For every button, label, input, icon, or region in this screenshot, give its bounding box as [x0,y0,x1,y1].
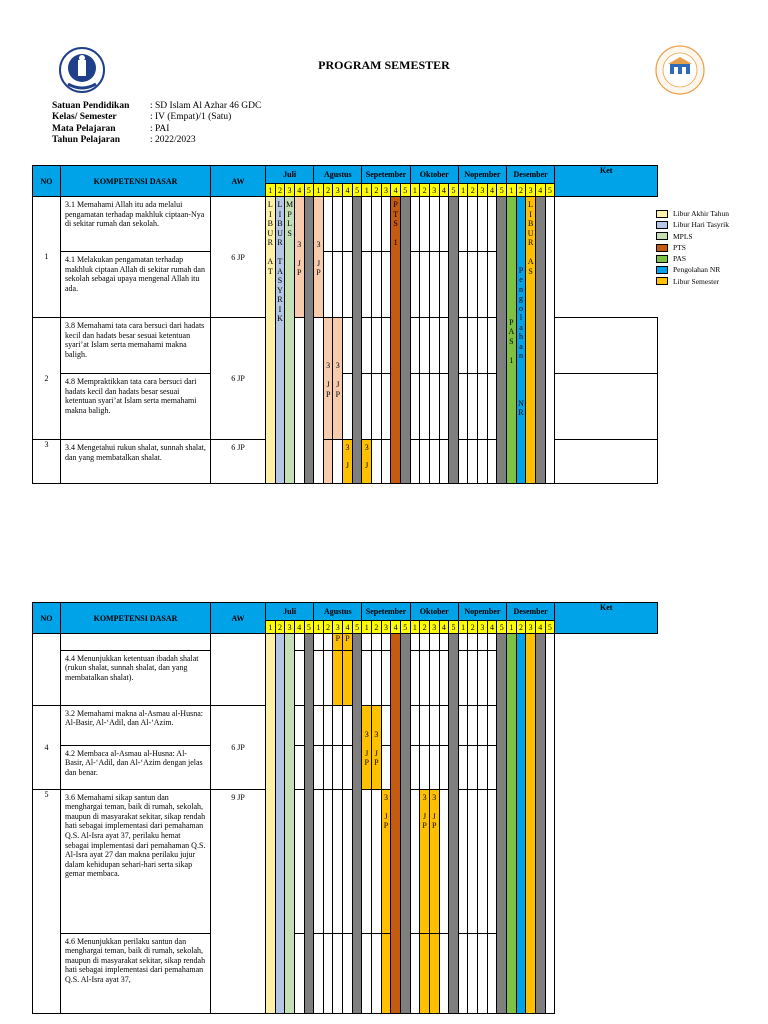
vertical-letter: S [393,219,398,228]
gray-week-cell [304,197,314,484]
week-number: 5 [497,621,507,634]
week-number: 3 [526,184,536,197]
week-number: 4 [535,184,545,197]
legend-label: Pengolahan NR [673,265,721,275]
jp-cell [323,318,333,440]
kd-text: 3.2 Memahami makna al-Asmau al-Husna: Al-Basir, Al-‘Adil, dan Al-‘Azim. [61,705,211,745]
kd-text [61,634,211,651]
header-month: Desember [507,603,555,621]
week-number: 4 [535,621,545,634]
header-month: Sepetember [362,166,410,184]
vertical-letter: 3 [364,729,369,739]
jp-cell [420,789,430,933]
legend-item [656,242,729,253]
vertical-letter [266,248,275,258]
week-number: 5 [497,184,507,197]
vertical-letter: J [326,380,330,389]
vertical-letter: l [519,313,523,322]
vertical-letter: U [267,228,274,238]
week-number: 1 [266,184,276,197]
row-aw: 6 JP [211,440,266,484]
week-number: 2 [323,184,333,197]
week-number: 5 [352,621,362,634]
vertical-letter: L [267,200,273,209]
header-month: Nopember [458,603,506,621]
vertical-letter: K [277,314,283,323]
vertical-letter: P [364,758,369,768]
week-number: 2 [275,621,285,634]
legend-item [656,264,729,275]
header-month: Agustus [314,603,362,621]
jp-cell [362,440,372,484]
vertical-letter: 3 [316,239,321,249]
week-number: 5 [304,184,314,197]
vertical-letter: R [518,408,524,417]
info-label: Satuan Pendidikan [52,101,130,111]
vertical-letter: 3 [422,792,427,802]
info-label: Mata Pelajaran [52,123,116,134]
kd-text: 3.6 Memahami sikap santun dan menghargai teman, baik di rumah, sekolah, maupun di masyarakat sekitar, sikap rendah hati sebagai implementasi dari pemahaman Q.S. Al-Isra ayat 37, perilaku hemat sebagai implementasi dari pemahaman Q.S. Al-Isra ayat 27 dan makna perilaku jujur dalam kehidupan sehari-hari serta sikap gemar membaca. [61,789,211,933]
kd-text: 3.8 Memahami tata cara bersuci dari hadats kecil dan hadats besar sesuai ketentuan syari’at Islam serta memahami makna baligh. [61,318,211,374]
header-month: Sepetember [362,603,410,621]
week-number: 4 [439,621,449,634]
vertical-letter: I [268,209,272,219]
vertical-letter: P [518,265,524,275]
kd-text: 3.4 Mengetahui rukun shalat, sunnah shalat, dan yang membatalkan shalat. [61,440,211,484]
vertical-letter [517,361,526,371]
pts-cell [391,197,401,484]
jp-cell [343,440,353,484]
vertical-letter [362,739,371,749]
vertical-letter: J [297,258,301,268]
header-no: NO [33,166,61,197]
vertical-letter: P [383,821,389,831]
row-number: 4 [33,705,61,789]
jp-cell [294,197,304,318]
vertical-letter: R [527,238,534,247]
week-number: 4 [294,184,304,197]
vertical-letter [324,371,333,381]
vertical-letter: P [297,268,302,277]
vertical-letter: J [384,811,388,821]
vertical-letter: P [431,821,437,831]
legend-label: Libur Akhir Tahun [673,209,729,218]
vertical-letter [507,346,516,356]
vertical-letter [295,249,304,259]
week-number: 2 [468,184,478,197]
vertical-letter: M [286,200,294,209]
vertical-letter [333,371,342,381]
week-number: 1 [266,621,276,634]
libur-akhir-tahun-cell [266,197,276,484]
legend-swatch [656,266,668,274]
legend-swatch [656,210,668,218]
week-number: 4 [391,184,401,197]
vertical-letter: A [527,257,534,266]
ket-cell [545,634,555,1014]
week-number: 1 [362,184,372,197]
legend-label: Libur Semester [673,276,720,286]
header-aw: AW [211,603,266,634]
info-label: Tahun Pelajaran [52,135,121,146]
vertical-letter: U [277,228,283,238]
vertical-letter: 3 [335,361,340,370]
vertical-letter: P [325,389,331,399]
week-number: 5 [352,184,362,197]
week-number: 5 [449,184,459,197]
kd-text: 4.2 Membaca al-Asmau al-Husna: Al- Basir, Al-‘Adil, dan Al-‘Azim dengan jelas dan benar. [61,745,211,789]
vertical-letter: Y [277,285,283,295]
vertical-letter: B [277,219,283,228]
week-number: 4 [343,621,353,634]
vertical-letter: P [316,268,321,277]
jp-text: J [345,460,349,470]
vertical-letter: S [509,336,514,346]
legend-label: MPLS [673,231,693,241]
header-kompetensi-dasar: KOMPETENSI DASAR [61,603,211,634]
week-number: 2 [275,184,285,197]
info-value: : PAI [150,123,170,134]
legend-item [656,219,729,230]
legend-item [656,231,729,242]
legend-label: PAS [673,254,687,264]
jp-text: 3 [345,443,350,452]
vertical-letter: N [518,398,524,408]
week-number: 5 [545,621,555,634]
week-number: 1 [458,184,468,197]
program-table-1 [32,165,658,484]
vertical-letter [517,370,526,380]
header-month: Juli [266,603,314,621]
libur-tasyrik-cell [275,197,285,484]
vertical-letter: o [518,303,523,313]
vertical-letter [420,802,429,812]
vertical-letter: e [519,275,523,284]
gray-week-cell [449,197,459,484]
mpls-cell [285,197,295,484]
info-value: : SD Islam Al Azhar 46 GDC [150,101,262,111]
week-number: 4 [343,184,353,197]
week-number: 3 [285,184,295,197]
jp-text: J [365,460,369,470]
week-number: 3 [333,184,343,197]
vertical-letter: a [519,322,523,332]
header-aw: AW [211,166,266,197]
header-ket: Ket [555,603,658,634]
week-number: 3 [333,621,343,634]
week-number: 2 [323,621,333,634]
program-table-2 [32,602,658,1014]
vertical-letter: J [423,811,427,821]
vertical-letter [526,248,535,258]
row-aw: 9 JP [211,789,266,1013]
header-month: Desember [507,166,555,184]
week-number: 1 [314,184,324,197]
vertical-letter: T [277,257,283,266]
week-number: 3 [429,184,439,197]
week-number: 2 [468,621,478,634]
vertical-letter: P [393,200,398,209]
vertical-letter: T [267,266,273,276]
vertical-letter [517,380,526,390]
week-number: 3 [429,621,439,634]
vertical-letter: n [518,351,523,360]
vertical-letter: a [519,341,523,351]
week-number: 5 [304,621,314,634]
ket-cell [545,197,555,484]
vertical-letter [372,739,381,749]
vertical-letter: g [518,294,523,303]
legend-item [656,208,729,219]
week-number: 3 [478,184,488,197]
week-number: 2 [516,184,526,197]
vertical-letter: S [528,266,533,276]
vertical-letter: J [365,748,369,758]
vertical-letter [391,229,400,239]
vertical-letter: U [527,228,534,238]
info-label: Kelas/ Semester [52,112,117,123]
vertical-letter: J [316,258,321,268]
jp-text: 3 [364,443,369,452]
row-aw: 6 JP [211,705,266,789]
week-number: 1 [458,621,468,634]
vertical-letter: B [527,219,534,228]
jp-cell [333,318,343,440]
jp-text: P [345,634,350,643]
jp-text: P [335,634,341,643]
kd-text: 3.1 Memahami Allah itu ada melalui pengamatan terhadap makhluk ciptaan-Nya di sekitar rumah dan sekolah. [61,197,211,252]
jp-cell [372,705,382,789]
vertical-letter: 3 [432,792,437,802]
header-no: NO [33,603,61,634]
week-number: 3 [478,621,488,634]
gray-week-cell [400,197,410,484]
week-number: 2 [420,184,430,197]
row-number: 1 [33,197,61,318]
kd-text: 4.6 Menunjukkan perilaku santun dan menghargai teman, baik di rumah, sekolah, maupun di masyarakat sekitar, sikap rendah hati sebagai implementasi dari pemahaman Q.S. Al-Isra ayat 37, [61,933,211,1013]
vertical-letter: P [509,317,514,327]
vertical-letter: L [287,219,293,228]
legend-item [656,253,729,264]
legend-swatch [656,277,668,285]
header-month: Oktober [410,166,458,184]
legend-label: PTS [673,242,686,252]
week-number: 4 [487,184,497,197]
gray-week-cell [352,197,362,484]
vertical-letter: P [374,758,379,768]
gray-week-cell [535,197,545,484]
vertical-letter: I [529,209,532,219]
row-number: 2 [33,318,61,440]
jp-cell [333,634,343,651]
header-kompetensi-dasar: KOMPETENSI DASAR [61,166,211,197]
jp-cell [381,789,391,933]
vertical-letter: R [277,295,283,304]
week-number: 3 [381,621,391,634]
kd-text: 4.4 Menunjukkan ketentuan ibadah shalat (rukun shalat, sunnah shalat, dan yang membatalkan shalat). [61,650,211,705]
kd-text: 4.8 Mempraktikkan tata cara bersuci dari hadats kecil dan hadats besar sesuai ketentuan syari’at Islam serta memahami makna baligh. [61,374,211,440]
vertical-letter: I [278,209,282,219]
week-number: 4 [439,184,449,197]
vertical-letter: P [287,209,292,219]
vertical-letter [276,248,285,258]
vertical-letter: h [518,332,523,341]
row-aw: 6 JP [211,318,266,440]
vertical-letter: P [422,821,427,831]
vertical-letter: 1 [393,238,398,247]
legend-item [656,276,729,287]
vertical-letter: 3 [374,729,379,739]
kd-text: 4.1 Melakukan pengamatan terhadap makhluk ciptaan Allah di sekitar rumah dan sekolah sebagai upaya mengenal Allah itu ada. [61,252,211,318]
row-number: 5 [33,789,61,1013]
week-number: 1 [410,184,420,197]
week-number: 2 [372,184,382,197]
week-number: 5 [545,184,555,197]
vertical-letter: A [508,327,515,337]
jp-cell [362,705,372,789]
legend-swatch [656,232,668,240]
header-ket: Ket [555,166,658,197]
vertical-letter: L [277,200,283,209]
jp-cell [343,634,353,651]
week-number: 2 [420,621,430,634]
vertical-letter: 3 [384,792,388,802]
week-number: 1 [507,184,517,197]
header-month: Juli [266,166,314,184]
vertical-letter: S [287,228,292,238]
document-info [52,101,261,147]
vertical-letter: B [267,219,273,228]
pengolahan-nr-cell [516,197,526,484]
week-number: 4 [487,621,497,634]
row-number: 3 [33,440,61,484]
vertical-letter: L [528,200,534,209]
vertical-letter [430,802,439,812]
week-number: 2 [372,621,382,634]
jp-cell [429,789,439,933]
week-number: 5 [449,621,459,634]
vertical-letter: 3 [326,361,331,370]
header-month: Agustus [314,166,362,184]
vertical-letter: P [335,389,341,399]
legend-label: Libur Hari Tasyrik [673,220,729,230]
libur-semester-cell [526,197,536,484]
week-number: 4 [294,621,304,634]
week-number: 1 [410,621,420,634]
vertical-letter: J [374,748,378,758]
week-number: 1 [362,621,372,634]
week-number: 4 [391,621,401,634]
header-month: Nopember [458,166,506,184]
vertical-letter: 3 [297,239,302,249]
vertical-letter: A [277,266,283,276]
document-title: PROGRAM SEMESTER [318,58,450,72]
week-number: 5 [400,184,410,197]
vertical-letter [314,249,323,259]
week-number: 1 [507,621,517,634]
header-month: Oktober [410,603,458,621]
week-number: 2 [516,621,526,634]
week-number: 1 [314,621,324,634]
vertical-letter: T [393,209,399,219]
vertical-letter: J [336,380,340,389]
vertical-letter: A [267,257,274,266]
week-number: 3 [526,621,536,634]
vertical-letter: n [518,284,523,294]
vertical-letter: J [432,811,436,821]
info-value: : 2022/2023 [150,135,196,146]
vertical-letter [382,802,391,812]
legend-swatch [656,221,668,229]
pas-cell [507,197,517,484]
vertical-letter [517,389,526,399]
week-number: 3 [381,184,391,197]
vertical-letter: R [267,238,273,247]
gray-week-cell [497,197,507,484]
legend-swatch [656,255,668,263]
vertical-letter: 1 [509,355,514,365]
vertical-letter: S [277,276,283,285]
row-aw: 6 JP [211,197,266,318]
vertical-letter: R [277,238,283,247]
legend-swatch [656,244,668,252]
vertical-letter: I [278,304,282,314]
jp-cell [314,197,324,318]
info-value: : IV (Empat)/1 (Satu) [150,112,232,123]
legend [656,208,729,287]
week-number: 5 [400,621,410,634]
week-number: 3 [285,621,295,634]
